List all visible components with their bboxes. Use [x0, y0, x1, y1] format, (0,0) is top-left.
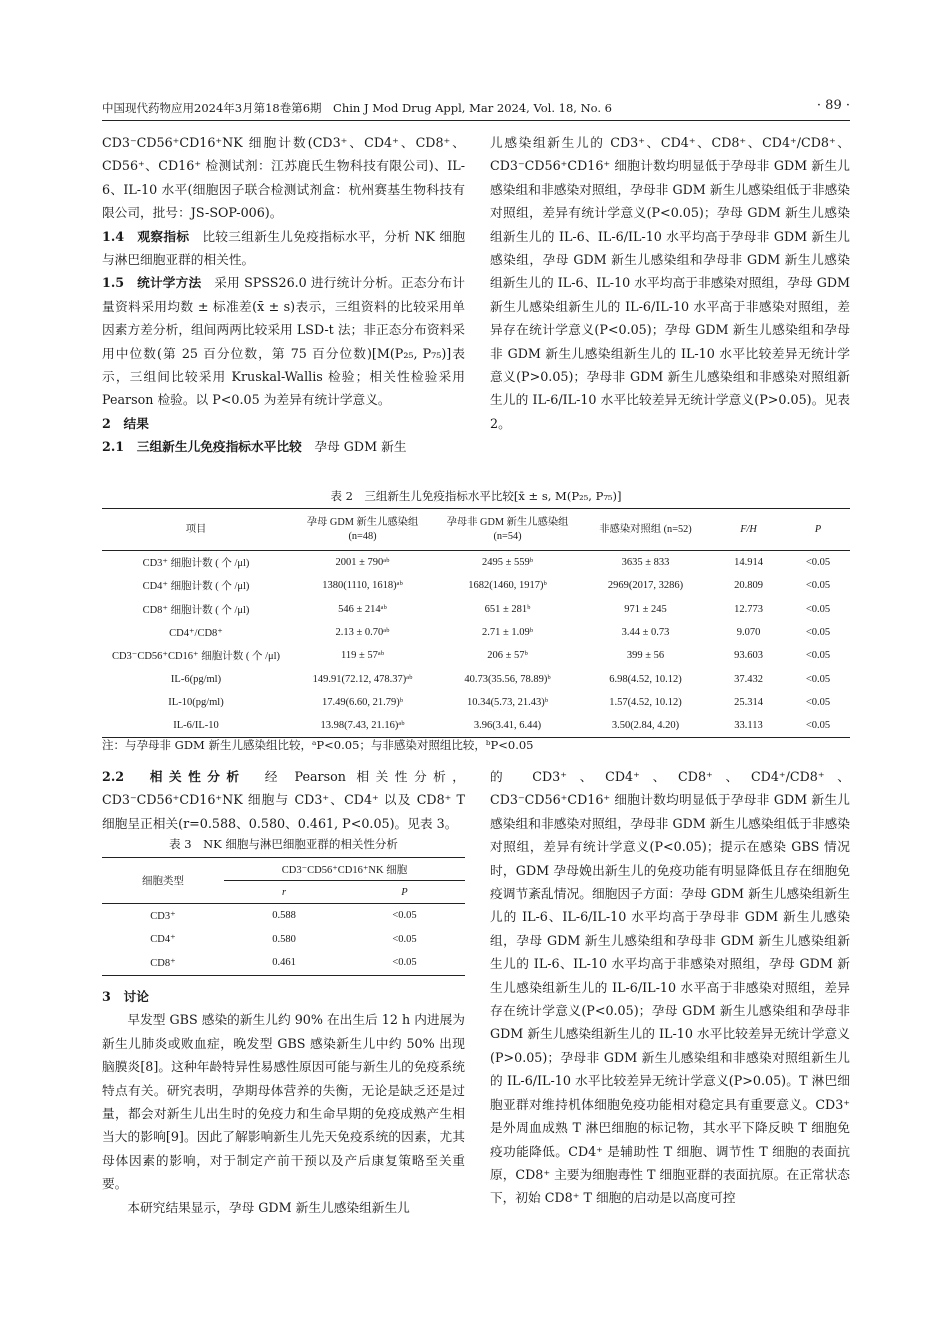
section-1-5-heading: 1.5 统计学方法 — [102, 275, 202, 291]
cell-f: 12.773 — [734, 603, 763, 615]
section-2-1-heading: 2.1 三组新生儿免疫指标水平比较 — [102, 439, 302, 455]
cell-gdm: 2001 ± 790ᵃᵇ — [335, 557, 390, 569]
cell-item: CD4⁺/CD8⁺ — [169, 627, 223, 639]
section-2-2-heading: 2.2 相关性分析 — [102, 769, 246, 784]
cell-f: 37.432 — [734, 673, 763, 685]
cell-nongdm: 3.96(3.41, 6.44) — [473, 720, 542, 732]
section-1-4 — [102, 225, 465, 272]
cell-control: 3635 ± 833 — [621, 557, 670, 569]
cell-nongdm: 2495 ± 559ᵇ — [481, 557, 533, 569]
table2-head-p: P — [814, 523, 822, 535]
cell-f: 25.314 — [734, 696, 763, 708]
table-row — [102, 621, 850, 644]
table3-header-row1 — [102, 858, 465, 881]
cell-f: 9.070 — [736, 627, 761, 639]
table-row — [102, 714, 850, 738]
right-column-bottom — [490, 765, 850, 1210]
section-1-4-heading: 1.4 观察指标 — [102, 228, 190, 244]
cell-nongdm: 10.34(5.73, 21.43)ᵇ — [466, 696, 549, 708]
cell-item: CD8⁺ 细胞计数 ( 个 /μl) — [142, 604, 250, 616]
table-row — [102, 691, 850, 714]
cell-p: <0.05 — [805, 720, 831, 732]
running-header — [102, 96, 850, 120]
cell-type: CD3⁺ — [150, 910, 176, 922]
table-row — [102, 667, 850, 690]
cell-gdm: 17.49(6.60, 21.79)ᵇ — [321, 696, 404, 708]
cell-r: 0.588 — [272, 910, 296, 922]
section-2-2 — [102, 765, 465, 835]
cell-f: 20.809 — [734, 580, 763, 592]
cell-gdm: 119 ± 57ᵃᵇ — [341, 650, 384, 662]
table2-head-nongdm: 孕母非 GDM 新生儿感染组 (n=54) — [446, 516, 569, 542]
table3-head-type: 细胞类型 — [142, 876, 184, 887]
cell-control: 399 ± 56 — [626, 650, 665, 662]
cell-p: <0.05 — [805, 696, 831, 708]
cell-f: 14.914 — [734, 557, 763, 569]
cell-control: 6.98(4.52, 10.12) — [609, 673, 682, 685]
section-2-1-text: 孕母 GDM 新生 — [314, 439, 407, 455]
materials-text: CD3⁻CD56⁺CD16⁺NK 细胞计数(CD3⁺、CD4⁺、CD8⁺、CD56⁺、CD16⁺ 检测试剂：江苏鹿氏生物科技有限公司)、IL-6、IL-10 水平(细胞因子联合检测试剂盒：杭州赛基生物科技有限公司，批号：JS-SOP-006)。 — [102, 135, 465, 221]
header-rule — [102, 120, 850, 121]
cell-p: <0.05 — [392, 933, 417, 945]
section-2-heading: 2 结果 — [102, 415, 149, 431]
discussion-column — [102, 985, 465, 1219]
cell-nongdm: 1682(1460, 1917)ᵇ — [468, 580, 547, 592]
table-row — [102, 644, 850, 667]
table2-caption: 表 2 三组新生儿免疫指标水平比较[x̄ ± s, M(P₂₅, P₇₅)] — [330, 489, 622, 503]
section-1-5-text: 采用 SPSS26.0 进行统计分析。正态分布计量资料采用均数 ± 标准差(x̄ ± s)表示，三组资料的比较采用单因素方差分析，组间两两比较采用 LSD-t 法；非正态分布资料采用中位数(第 25 百分位数，第 75 百分位数)[M(P₂₅, P₇₅)]表示，三组间比较采用 Kruskal-Wallis 检验；相关性检验采用 Pearson 检验。以 P<0.05 为差异有统计学意义。 — [102, 275, 465, 408]
cell-f: 33.113 — [734, 720, 763, 732]
cell-control: 971 ± 245 — [624, 603, 667, 615]
table3-caption: 表 3 NK 细胞与淋巴细胞亚群的相关性分析 — [169, 837, 398, 851]
discussion-paragraph-2: 本研究结果显示，孕母 GDM 新生儿感染组新生儿 — [127, 1199, 410, 1215]
cell-nongdm: 2.71 ± 1.09ᵇ — [481, 627, 533, 639]
table-row — [102, 928, 465, 952]
table2 — [102, 508, 850, 738]
table3 — [102, 857, 465, 976]
cell-p: <0.05 — [805, 627, 831, 639]
cell-p: <0.05 — [392, 957, 417, 969]
left-column-top — [102, 131, 465, 459]
cell-control: 1.57(4.52, 10.12) — [609, 696, 682, 708]
table-row — [102, 551, 850, 575]
cell-nongdm: 651 ± 281ᵇ — [484, 603, 531, 615]
cell-item: CD4⁺ 细胞计数 ( 个 /μl) — [142, 581, 250, 593]
results-paragraph: 儿感染组新生儿的 CD3⁺、CD4⁺、CD8⁺、CD4⁺/CD8⁺、CD3⁻CD56⁺CD16⁺ 细胞计数均明显低于孕母非 GDM 新生儿感染组和非感染对照组，孕母非 GDM 新生儿感染组低于非感染对照组，差异有统计学意义(P<0.05)；孕母 GDM 新生儿感染组新生儿的 IL-6、IL-6/IL-10 水平均高于孕母非 GDM 新生儿感染组，孕母 GDM 新生儿感染组和孕母非 GDM 新生儿感染组新生儿的 IL-6、IL-10 水平均高于非感染对照组，孕母 GDM 新生儿感染组新生儿的 IL-6/IL-10 水平高于非感染对照组，差异存在统计学意义(P<0.05)；孕母 GDM 新生儿感染组和孕母非 GDM 新生儿感染组新生儿的 IL-10 水平比较差异无统计学意义(P>0.05)；孕母非 GDM 新生儿感染组和非感染对照组新生儿的 IL-6/IL-10 水平比较差异无统计学意义(P>0.05)。见表 2。 — [490, 135, 850, 431]
cell-item: CD3⁺ 细胞计数 ( 个 /μl) — [142, 558, 250, 570]
cell-gdm: 149.91(72.12, 478.37)ᵃᵇ — [312, 673, 413, 685]
cell-gdm: 2.13 ± 0.70ᵃᵇ — [335, 627, 390, 639]
section-1-4-text: 比较三组新生儿免疫指标水平，分析 NK 细胞与淋巴细胞亚群的相关性。 — [102, 228, 466, 268]
left-column-mid — [102, 765, 465, 835]
cell-r: 0.461 — [272, 957, 296, 969]
table3-head-r: r — [281, 886, 287, 898]
cell-p: <0.05 — [805, 557, 831, 569]
discussion-continued: 的 CD3⁺、CD4⁺、CD8⁺、CD4⁺/CD8⁺、CD3⁻CD56⁺CD16⁺ 细胞计数均明显低于孕母非 GDM 新生儿感染组和非感染对照组，孕母非 GDM 新生儿感染组低于非感染对照组，差异有统计学意义(P<0.05)；提示在感染 GBS 情况时，GDM 孕母娩出新生儿的免疫功能有明显降低且存在细胞免疫调节紊乱情况。细胞因子方面：孕母 GDM 新生儿感染组新生儿的 IL-6、IL-6/IL-10 水平均高于孕母非 GDM 新生儿感染组，孕母 GDM 新生儿感染组和孕母非 GDM 新生儿感染组新生儿的 IL-6、IL-10 水平均高于非感染对照组，孕母 GDM 新生儿感染组新生儿的 IL-6/IL-10 水平高于非感染对照组，差异存在统计学意义(P<0.05)；孕母 GDM 新生儿感染组和孕母非 GDM 新生儿感染组新生儿的 IL-10 水平比较差异无统计学意义(P>0.05)；孕母非 GDM 新生儿感染组和非感染对照组新生儿的 IL-6/IL-10 水平比较差异无统计学意义(P>0.05)。T 淋巴细胞亚群对维持机体细胞免疫功能相对稳定具有重要意义。CD3⁺ 是外周血成熟 T 淋巴细胞的标记物，其水平下降反映 T 细胞免疫功能降低。CD4⁺ 是辅助性 T 细胞、调节性 T 细胞的表面抗原，CD8⁺ 主要为细胞毒性 T 细胞亚群的表面抗原。在正常状态下，初始 CD8⁺ T 细胞的启动是以高度可控 — [490, 769, 850, 1206]
cell-item: IL-6/IL-10 — [173, 720, 219, 732]
cell-item: IL-6(pg/ml) — [170, 673, 222, 685]
cell-item: CD3⁻CD56⁺CD16⁺ 细胞计数 ( 个 /μl) — [111, 651, 281, 663]
table3-head-p: P — [401, 886, 408, 898]
table-row — [102, 904, 465, 928]
cell-nongdm: 40.73(35.56, 78.89)ᵇ — [464, 673, 551, 685]
cell-p: <0.05 — [805, 603, 831, 615]
cell-f: 93.603 — [734, 650, 763, 662]
cell-gdm: 546 ± 214ᵃᵇ — [338, 603, 387, 615]
cell-p: <0.05 — [805, 673, 831, 685]
cell-type: CD4⁺ — [150, 934, 176, 946]
table2-note: 注：与孕母非 GDM 新生儿感染组比较，ᵃP<0.05；与非感染对照组比较，ᵇP<0.05 — [102, 738, 534, 752]
cell-control: 2969(2017, 3286) — [607, 580, 684, 592]
section-3-heading: 3 讨论 — [102, 989, 149, 1004]
table-row — [102, 574, 850, 597]
cell-p: <0.05 — [392, 910, 417, 922]
section-1-5 — [102, 271, 465, 411]
cell-type: CD8⁺ — [150, 957, 176, 969]
table2-head-f: F/H — [740, 523, 757, 535]
page-number: · 89 · — [816, 98, 850, 113]
table2-header-row — [102, 509, 850, 551]
right-column-top — [490, 131, 850, 435]
table2-head-gdm: 孕母 GDM 新生儿感染组 (n=48) — [306, 516, 419, 542]
discussion-paragraph-1: 早发型 GBS 感染的新生儿约 90% 在出生后 12 h 内进展为新生儿肺炎或败血症，晚发型 GBS 感染新生儿中约 50% 出现脑膜炎[8]。这种年龄特异性易感性原因可能与新生儿的免疫系统特点有关。研究表明，孕期母体营养的失衡，无论是缺乏还是过量，都会对新生儿出生时的免疫力和生命早期的免疫成熟产生相当大的影响[9]。因此了解影响新生儿先天免疫系统的因素，尤其母体因素的影响，对于制定产前干预以及产后康复策略至关重要。 — [102, 1012, 465, 1192]
cell-control: 3.50(2.84, 4.20) — [611, 720, 680, 732]
cell-nongdm: 206 ± 57ᵇ — [487, 650, 528, 662]
section-2-2-text: 经 Pearson 相关性分析，CD3⁻CD56⁺CD16⁺NK 细胞与 CD3⁺、CD4⁺ 以及 CD8⁺ T 细胞呈正相关(r=0.588、0.580、0.461, P<0.05)。见表 3。 — [102, 769, 465, 831]
cell-r: 0.580 — [272, 933, 296, 945]
section-2-1 — [102, 435, 465, 458]
table3-head-group: CD3⁻CD56⁺CD16⁺NK 细胞 — [224, 858, 465, 881]
table2-head-item: 项目 — [185, 523, 207, 535]
table-row — [102, 598, 850, 621]
cell-p: <0.05 — [805, 580, 831, 592]
cell-gdm: 1380(1110, 1618)ᵃᵇ — [322, 580, 403, 592]
journal-line: 中国现代药物应用2024年3月第18卷第6期 Chin J Mod Drug Appl, Mar 2024, Vol. 18, No. 6 — [102, 101, 612, 115]
cell-item: IL-10(pg/ml) — [168, 696, 224, 708]
cell-gdm: 13.98(7.43, 21.16)ᵃᵇ — [320, 720, 405, 732]
table2-head-control: 非感染对照组 (n=52) — [599, 523, 692, 535]
cell-p: <0.05 — [805, 650, 831, 662]
cell-control: 3.44 ± 0.73 — [621, 627, 670, 639]
table-row — [102, 951, 465, 975]
